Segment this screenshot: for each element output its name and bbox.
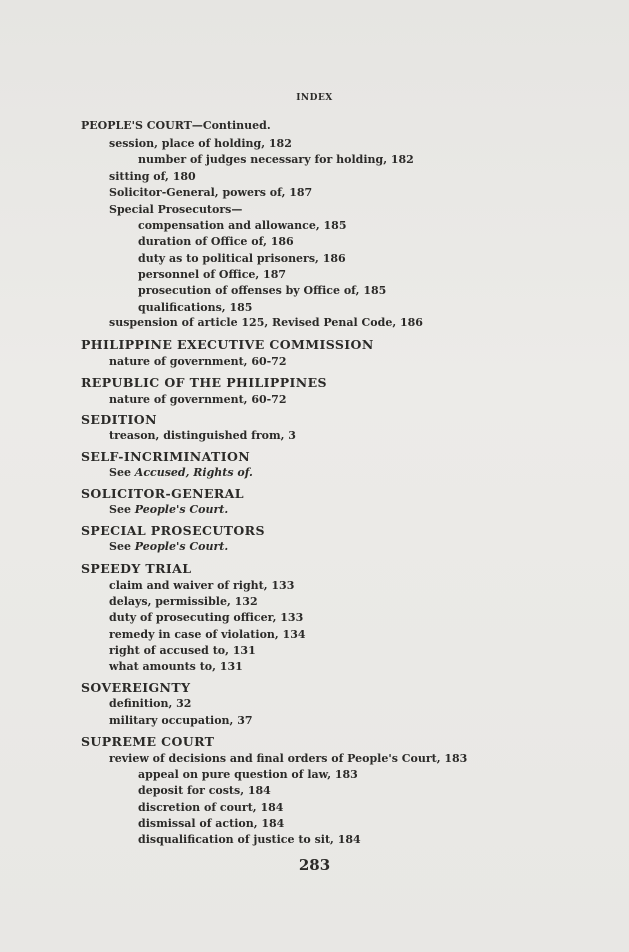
- index-entry: right of accused to, 131: [109, 644, 256, 657]
- index-cross-reference: [109, 466, 253, 480]
- index-entry: session, place of holding, 182: [109, 137, 292, 150]
- see-label: See: [109, 540, 131, 553]
- page-number: 283: [298, 856, 331, 874]
- index-entry: Special Prosecutors—: [109, 203, 243, 216]
- index-subentry: number of judges necessary for holding, 182: [138, 153, 414, 166]
- index-heading-self-incrimination: SELF-INCRIMINATION: [81, 449, 251, 464]
- index-entry: remedy in case of violation, 134: [109, 628, 306, 641]
- index-entry: military occupation, 37: [109, 714, 253, 727]
- index-heading-sovereignty: SOVEREIGNTY: [81, 680, 191, 695]
- index-subentry: dismissal of action, 184: [138, 817, 285, 830]
- see-target: Accused, Rights of.: [134, 466, 253, 479]
- index-heading-special-prosecutors: SPECIAL PROSECUTORS: [81, 523, 265, 538]
- index-heading-solicitor-general: SOLICITOR-GENERAL: [81, 486, 244, 501]
- see-target: People's Court.: [134, 540, 229, 553]
- index-entry: delays, permissible, 132: [109, 595, 258, 608]
- index-entry: claim and waiver of right, 133: [109, 579, 295, 592]
- index-entry: Solicitor-General, powers of, 187: [109, 186, 313, 199]
- index-subentry: compensation and allowance, 185: [138, 219, 347, 232]
- index-entry: review of decisions and final orders of People's Court, 183: [109, 752, 468, 765]
- index-heading-republic: REPUBLIC OF THE PHILIPPINES: [81, 375, 327, 390]
- index-entry: treason, distinguished from, 3: [109, 429, 296, 442]
- index-entry: nature of government, 60-72: [109, 355, 287, 368]
- index-subentry: personnel of Office, 187: [138, 268, 287, 281]
- index-heading-sedition: SEDITION: [81, 412, 157, 427]
- index-subentry: appeal on pure question of law, 183: [138, 768, 358, 781]
- index-subentry: discretion of court, 184: [138, 801, 284, 814]
- see-label: See: [109, 503, 131, 516]
- index-cross-reference: [109, 503, 228, 517]
- index-entry: sitting of, 180: [109, 170, 196, 183]
- index-entry: nature of government, 60-72: [109, 393, 287, 406]
- index-subentry: qualifications, 185: [138, 301, 253, 314]
- index-heading-supreme-court: SUPREME COURT: [81, 734, 215, 749]
- see-label: See: [109, 466, 131, 479]
- index-subentry: disqualification of justice to sit, 184: [138, 833, 361, 846]
- index-heading-peoples-court: PEOPLE'S COURT—Continued.: [81, 119, 271, 132]
- see-target: People's Court.: [134, 503, 229, 516]
- index-heading-philippine-executive-commission: PHILIPPINE EXECUTIVE COMMISSION: [81, 337, 374, 352]
- index-entry: definition, 32: [109, 697, 192, 710]
- index-subentry: deposit for costs, 184: [138, 784, 271, 797]
- index-entry: what amounts to, 131: [109, 660, 243, 673]
- index-heading-speedy-trial: SPEEDY TRIAL: [81, 561, 192, 576]
- index-entry: duty of prosecuting officer, 133: [109, 611, 304, 624]
- index-entry: suspension of article 125, Revised Penal Code, 186: [109, 316, 423, 329]
- index-subentry: duty as to political prisoners, 186: [138, 252, 346, 265]
- index-subentry: prosecution of offenses by Office of, 185: [138, 284, 387, 297]
- index-subentry: duration of Office of, 186: [138, 235, 294, 248]
- page-header: INDEX: [296, 93, 333, 103]
- index-cross-reference: [109, 540, 228, 554]
